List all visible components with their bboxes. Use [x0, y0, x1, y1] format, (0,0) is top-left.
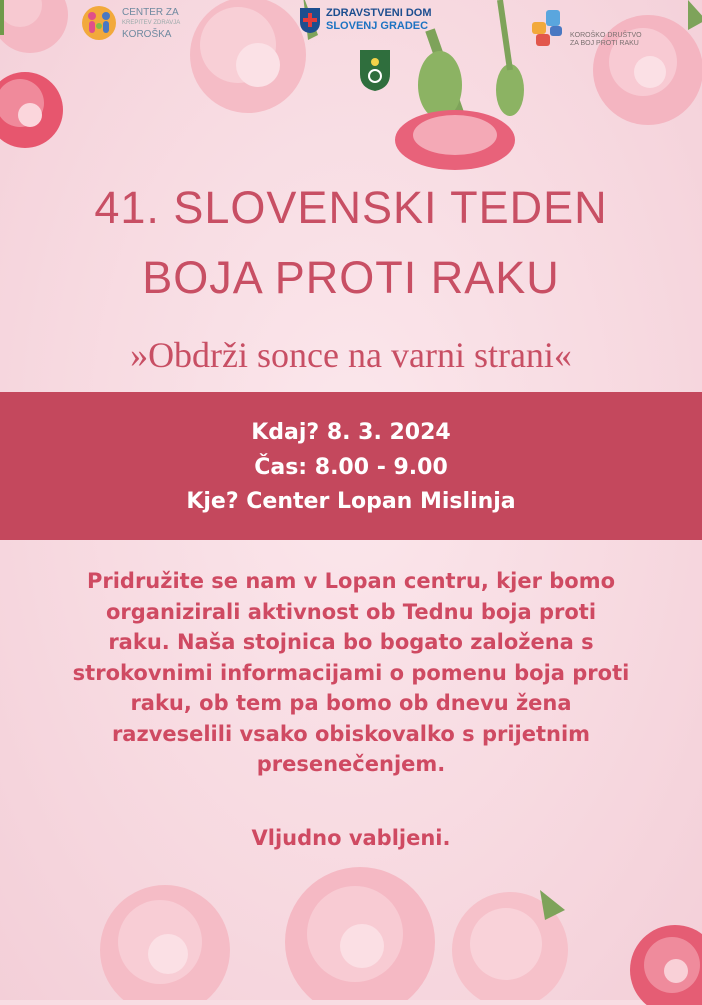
logo1-line3: KOROŠKA	[122, 28, 172, 40]
logo2-line2: SLOVENJ GRADEC	[326, 20, 429, 32]
hands-icon	[528, 8, 568, 48]
paragraph-line: Pridružite se nam v Lopan centru, kjer bomo	[86, 569, 616, 593]
carnation-bottom-left-image	[80, 880, 250, 1000]
closing-greeting: Vljudno vabljeni.	[251, 826, 451, 850]
drustvo-za-boj-proti-raku-logo	[528, 8, 642, 48]
invitation-paragraph	[40, 566, 662, 780]
logo3-line1: KOROŠKO DRUŠTVO	[570, 32, 642, 39]
logo1-line2: KREPITEV ZDRAVJA	[122, 19, 181, 26]
paragraph-line: raku, ob tem pa bomo ob dnevu žena	[130, 691, 572, 715]
poster-subtitle: »Obdrži sonce na varni strani«	[130, 335, 572, 375]
municipality-crest-icon	[358, 48, 392, 92]
paragraph-line: presenečenjem.	[256, 752, 446, 776]
carnation-bottom-center-image	[260, 862, 460, 1000]
paragraph-line: strokovnimi informacijami o pomenu boja proti	[72, 660, 630, 685]
paragraph-line: razveselili vsako obiskovalko s prijetnim	[111, 721, 591, 746]
carnation-bottom-far-right-image	[620, 915, 702, 1005]
paragraph-line: raku. Naša stojnica bo bogato založena s	[108, 630, 594, 654]
zdravstveni-dom-logo	[298, 6, 432, 34]
logo1-line1: CENTER ZA	[122, 6, 179, 18]
logo3-line2: ZA BOJ PROTI RAKU	[570, 40, 639, 47]
logo2-line1: ZDRAVSTVENI DOM	[326, 7, 432, 19]
poster-title-line2: BOJA PROTI RAKU	[142, 252, 560, 303]
center-za-krepitev-zdravja-logo	[80, 4, 180, 42]
poster-title-line1: 41. SLOVENSKI TEDEN	[94, 182, 608, 233]
event-time: Čas: 8.00 - 9.00	[254, 455, 448, 480]
red-cross-icon	[298, 6, 322, 34]
event-date: Kdaj? 8. 3. 2024	[251, 420, 451, 445]
event-location: Kje? Center Lopan Mislinja	[186, 489, 516, 514]
family-icon	[80, 4, 118, 42]
paragraph-line: organizirali aktivnost ob Tednu boja proti	[105, 599, 597, 624]
carnation-bottom-right-image	[440, 880, 580, 1000]
